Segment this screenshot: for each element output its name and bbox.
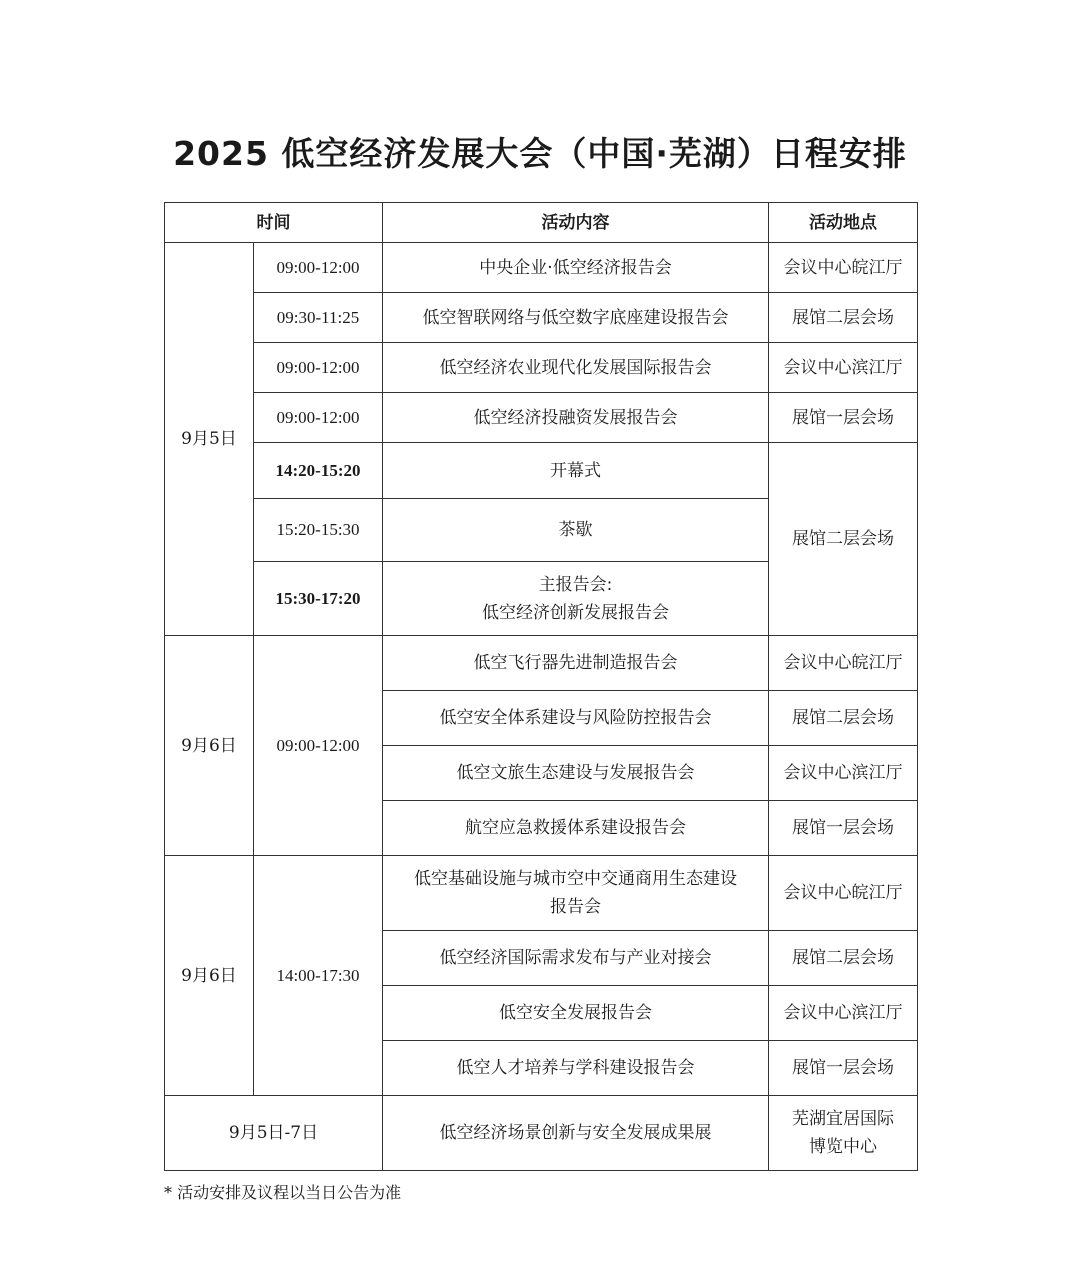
table-row (165, 1096, 918, 1171)
table-row (165, 443, 918, 499)
activity-cell: 低空飞行器先进制造报告会 (383, 636, 769, 691)
activity-cell (383, 562, 769, 636)
activity-line: 主报告会: (538, 574, 613, 595)
activity-cell: 茶歇 (383, 499, 769, 562)
venue-cell: 会议中心皖江厅 (769, 856, 918, 931)
time-cell: 09:30-11:25 (254, 293, 383, 343)
activity-cell: 低空人才培养与学科建设报告会 (383, 1041, 769, 1096)
activity-line: 报告会 (550, 897, 601, 917)
table-row (165, 293, 918, 343)
venue-cell: 会议中心滨江厅 (769, 986, 918, 1041)
table-row (165, 393, 918, 443)
time-cell: 09:00-12:00 (254, 243, 383, 293)
table-header-row (165, 203, 918, 243)
venue-cell: 会议中心滨江厅 (769, 746, 918, 801)
table-row (165, 343, 918, 393)
time-cell: 09:00-12:00 (254, 393, 383, 443)
activity-cell: 低空安全体系建设与风险防控报告会 (383, 691, 769, 746)
date-cell: 9月5日 (165, 243, 254, 636)
time-cell: 14:00-17:30 (254, 856, 383, 1096)
activity-cell: 低空经济国际需求发布与产业对接会 (383, 931, 769, 986)
table-row (165, 856, 918, 931)
date-cell: 9月6日 (165, 856, 254, 1096)
time-cell: 15:30-17:20 (254, 562, 383, 636)
activity-line: 低空经济创新发展报告会 (482, 602, 669, 623)
footnote: * 活动安排及议程以当日公告为准 (164, 1183, 402, 1202)
time-cell: 15:20-15:30 (254, 499, 383, 562)
header-time: 时间 (165, 203, 383, 243)
venue-cell: 会议中心皖江厅 (769, 243, 918, 293)
venue-cell: 展馆一层会场 (769, 393, 918, 443)
venue-cell: 会议中心皖江厅 (769, 636, 918, 691)
activity-cell: 低空智联网络与低空数字底座建设报告会 (383, 293, 769, 343)
header-venue: 活动地点 (769, 203, 918, 243)
venue-cell: 展馆二层会场 (769, 293, 918, 343)
venue-cell: 展馆一层会场 (769, 801, 918, 856)
activity-cell: 低空文旅生态建设与发展报告会 (383, 746, 769, 801)
time-cell: 14:20-15:20 (254, 443, 383, 499)
activity-cell: 低空经济农业现代化发展国际报告会 (383, 343, 769, 393)
activity-cell (383, 856, 769, 931)
time-cell: 09:00-12:00 (254, 636, 383, 856)
table-row (165, 636, 918, 691)
schedule-table (164, 202, 918, 1171)
page-title: 2025 低空经济发展大会（中国·芜湖）日程安排 (173, 134, 907, 173)
activity-cell: 低空经济场景创新与安全发展成果展 (383, 1096, 769, 1171)
venue-line: 博览中心 (809, 1137, 877, 1157)
venue-cell: 展馆二层会场 (769, 931, 918, 986)
table-row (165, 243, 918, 293)
header-activity: 活动内容 (383, 203, 769, 243)
date-cell: 9月6日 (165, 636, 254, 856)
venue-cell (769, 1096, 918, 1171)
venue-cell-merged: 展馆二层会场 (769, 443, 918, 636)
activity-line: 低空基础设施与城市空中交通商用生态建设 (414, 869, 737, 889)
activity-cell: 低空经济投融资发展报告会 (383, 393, 769, 443)
venue-cell: 会议中心滨江厅 (769, 343, 918, 393)
activity-cell: 航空应急救援体系建设报告会 (383, 801, 769, 856)
date-cell: 9月5日-7日 (165, 1096, 383, 1171)
activity-cell: 中央企业·低空经济报告会 (383, 243, 769, 293)
time-cell: 09:00-12:00 (254, 343, 383, 393)
venue-cell: 展馆一层会场 (769, 1041, 918, 1096)
venue-line: 芜湖宜居国际 (792, 1109, 894, 1129)
activity-cell: 低空安全发展报告会 (383, 986, 769, 1041)
activity-cell: 开幕式 (383, 443, 769, 499)
venue-cell: 展馆二层会场 (769, 691, 918, 746)
